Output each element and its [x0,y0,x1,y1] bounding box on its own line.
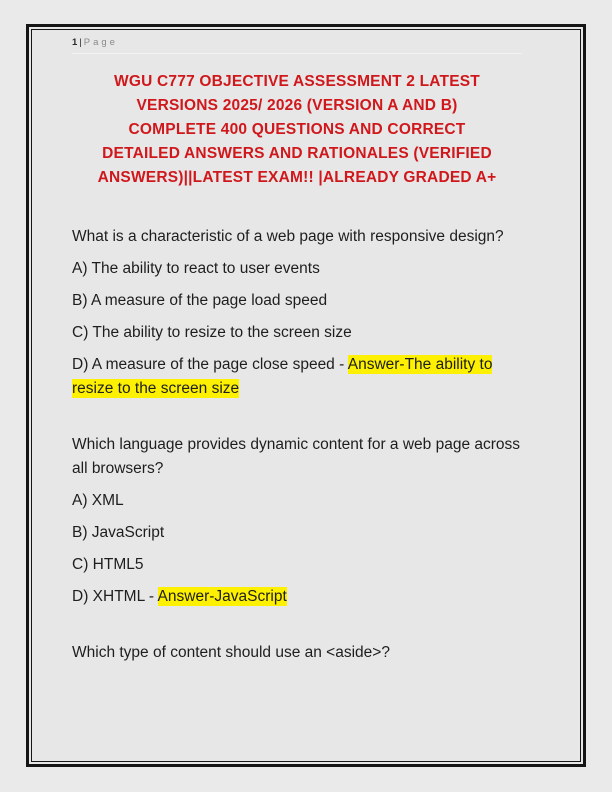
title-line: WGU C777 OBJECTIVE ASSESSMENT 2 LATEST [114,73,480,90]
option-text: D) A measure of the page close speed - [72,356,348,373]
option: A) The ability to react to user events [72,260,320,277]
option: B) JavaScript [72,524,165,541]
document-page [31,29,581,762]
answer-highlight: Answer-The ability to resize to the screen size [72,356,493,397]
document-body [72,225,522,665]
page-number: 1 [72,37,78,48]
document-title [72,70,522,190]
page-label: Page [83,37,118,48]
option: B) A measure of the page load speed [72,292,328,309]
option [72,585,522,609]
title-line: COMPLETE 400 QUESTIONS AND CORRECT [128,121,466,138]
option: C) HTML5 [72,556,144,573]
title-line: DETAILED ANSWERS AND RATIONALES (VERIFIED [102,145,492,162]
title-line: VERSIONS 2025/ 2026 (VERSION A AND B) [136,97,458,114]
option-text: D) XHTML - [72,588,158,605]
option [72,353,522,401]
page-header [72,37,522,54]
option: A) XML [72,492,124,509]
question-text: Which type of content should use an <aside>? [72,644,390,661]
question-text: Which language provides dynamic content for a web page across all browsers? [72,436,521,477]
question-block [72,225,522,401]
document-page-border [26,24,586,767]
page-number-divider: | [79,37,82,48]
question-block [72,641,522,665]
question-text: What is a characteristic of a web page with responsive design? [72,228,504,245]
answer-highlight: Answer-JavaScript [157,588,287,605]
title-line: ANSWERS)||LATEST EXAM!! |ALREADY GRADED A+ [97,169,497,186]
option: C) The ability to resize to the screen size [72,324,352,341]
question-block [72,433,522,609]
